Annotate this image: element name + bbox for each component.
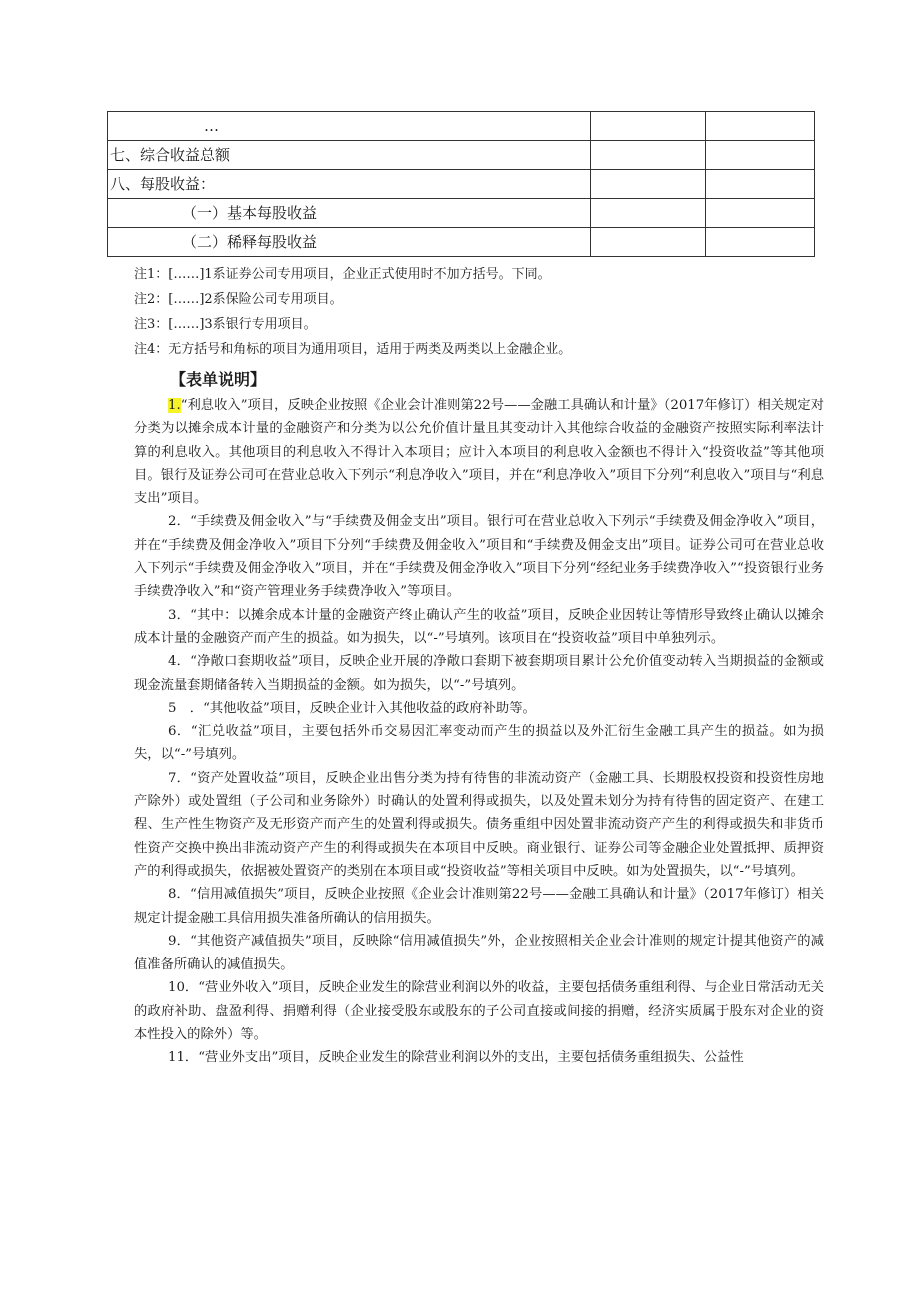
current-period-cell xyxy=(591,112,706,141)
note-1: 注1：[……]1系证券公司专用项目，企业正式使用时不加方括号。下同。 xyxy=(134,267,551,282)
prior-period-cell xyxy=(706,199,815,228)
paragraph xyxy=(134,930,824,977)
paragraph xyxy=(134,650,824,697)
paragraph-number: 4． xyxy=(168,654,191,670)
prior-period-cell xyxy=(706,228,815,257)
paragraph xyxy=(134,720,824,767)
paragraph-number: 8． xyxy=(168,887,190,903)
note-2: 注2：[……]2系保险公司专用项目。 xyxy=(134,292,343,307)
table-row xyxy=(108,170,815,199)
form-explanation-body xyxy=(134,394,824,1070)
table-notes xyxy=(134,262,834,362)
paragraph-text: “营业外收入”项目，反映企业发生的除营业利润以外的收益，主要包括债务重组利得、与企业日常活动无关的政府补助、盘盈利得、捐赠利得（企业接受股东或股东的子公司直接或间接的捐赠，经济实质属于股东对企业的资本性投入的除外）等。 xyxy=(134,980,824,1043)
paragraph-number: 2． xyxy=(168,514,191,530)
table-row xyxy=(108,141,815,170)
paragraph-text: “其中：以摊余成本计量的金融资产终止确认产生的收益”项目，反映企业因转让等情形导致终止确认以摊余成本计量的金融资产而产生的损益。如为损失，以“-”号填列。该项目在“投资收益”项目中单独列示。 xyxy=(134,607,824,646)
row-label: … xyxy=(108,112,591,141)
paragraph-number: 3． xyxy=(168,607,191,623)
paragraph-text: “其他收益”项目，反映企业计入其他收益的政府补助等。 xyxy=(203,700,536,716)
paragraph xyxy=(134,394,824,510)
income-statement-table xyxy=(107,111,815,257)
row-label: 七、综合收益总额 xyxy=(108,141,591,170)
paragraph-number: 6． xyxy=(168,724,191,740)
table-row xyxy=(108,228,815,257)
paragraph xyxy=(134,604,824,651)
current-period-cell xyxy=(591,228,706,257)
table-row xyxy=(108,199,815,228)
paragraph-number: 10． xyxy=(168,980,199,996)
paragraph-text: “信用减值损失”项目，反映企业按照《企业会计准则第22号——金融工具确认和计量》（2017年修订）相关规定计提金融工具信用损失准备所确认的信用损失。 xyxy=(134,887,824,926)
note-3: 注3：[……]3系银行专用项目。 xyxy=(134,317,317,332)
table-row xyxy=(108,112,815,141)
paragraph-text: “营业外支出”项目，反映企业发生的除营业利润以外的支出，主要包括债务重组损失、公益性 xyxy=(198,1050,744,1066)
paragraph-text: “汇兑收益”项目，主要包括外币交易因汇率变动而产生的损益以及外汇衍生金融工具产生的损益。如为损失，以“-”号填列。 xyxy=(134,724,824,763)
current-period-cell xyxy=(591,141,706,170)
current-period-cell xyxy=(591,170,706,199)
prior-period-cell xyxy=(706,170,815,199)
paragraph xyxy=(134,510,824,603)
row-label: 八、每股收益： xyxy=(108,170,591,199)
paragraph-text: “利息收入”项目，反映企业按照《企业会计准则第22号——金融工具确认和计量》（2017年修订）相关规定对分类为以摊余成本计量的金融资产和分类为以公允价值计量且其变动计入其他综合收益的金融资产按照实际利率法计算的利息收入。其他项目的利息收入不得计入本项目；应计入本项目的利息收入金额也不得计入“投资收益”等其他项目。银行及证券公司可在营业总收入下列示“利息净收入”项目，并在“利息净收入”项目下分列“利息收入”项目与“利息支出”项目。 xyxy=(134,398,824,507)
paragraph-number: 1. xyxy=(168,398,181,413)
paragraph-number: 5 ． xyxy=(168,700,204,716)
paragraph-text: “其他资产减值损失”项目，反映除“信用减值损失”外，企业按照相关企业会计准则的规定计提其他资产的减值准备所确认的减值损失。 xyxy=(134,933,824,973)
row-label: （一）基本每股收益 xyxy=(108,199,591,228)
paragraph-number: 7． xyxy=(168,770,191,786)
paragraph-text: “手续费及佣金收入”与“手续费及佣金支出”项目。银行可在营业总收入下列示“手续费及佣金净收入”项目，并在“手续费及佣金净收入”项目下分列“手续费及佣金收入”项目和“手续费及佣金支出”项目。证券公司可在营业总收入下列示“手续费及佣金净收入”项目，并在“手续费及佣金净收入”项目下分列“经纪业务手续费净收入”“投资银行业务手续费净收入”和“资产管理业务手续费净收入”等项目。 xyxy=(134,514,824,600)
paragraph xyxy=(134,1046,824,1069)
row-label: （二）稀释每股收益 xyxy=(108,228,591,257)
prior-period-cell xyxy=(706,141,815,170)
current-period-cell xyxy=(591,199,706,228)
section-title: 【表单说明】 xyxy=(170,370,267,389)
note-4: 注4：无方括号和角标的项目为通用项目，适用于两类及两类以上金融企业。 xyxy=(134,342,572,357)
paragraph-text: “资产处置收益”项目，反映企业出售分类为持有待售的非流动资产（金融工具、长期股权投资和投资性房地产除外）或处置组（子公司和业务除外）时确认的处置利得或损失，以及处置未划分为持有待售的固定资产、在建工程、生产性生物资产及无形资产而产生的处置利得或损失。债务重组中因处置非流动资产产生的利得或损失和非货币性资产交换中换出非流动资产产生的利得或损失在本项目中反映。商业银行、证券公司等金融企业处置抵押、质押资产的利得或损失，依据被处置资产的类别在本项目或“投资收益”等相关项目中反映。如为处置损失，以“-”号填列。 xyxy=(134,770,824,879)
paragraph-number: 11． xyxy=(168,1050,199,1066)
paragraph xyxy=(134,883,824,930)
paragraph-text: “净敞口套期收益”项目，反映企业开展的净敞口套期下被套期项目累计公允价值变动转入当期损益的金额或现金流量套期储备转入当期损益的金额。如为损失，以“-”号填列。 xyxy=(134,654,824,693)
paragraph-number: 9． xyxy=(168,933,191,949)
paragraph xyxy=(134,976,824,1046)
prior-period-cell xyxy=(706,112,815,141)
paragraph xyxy=(134,697,824,720)
paragraph xyxy=(134,767,824,883)
